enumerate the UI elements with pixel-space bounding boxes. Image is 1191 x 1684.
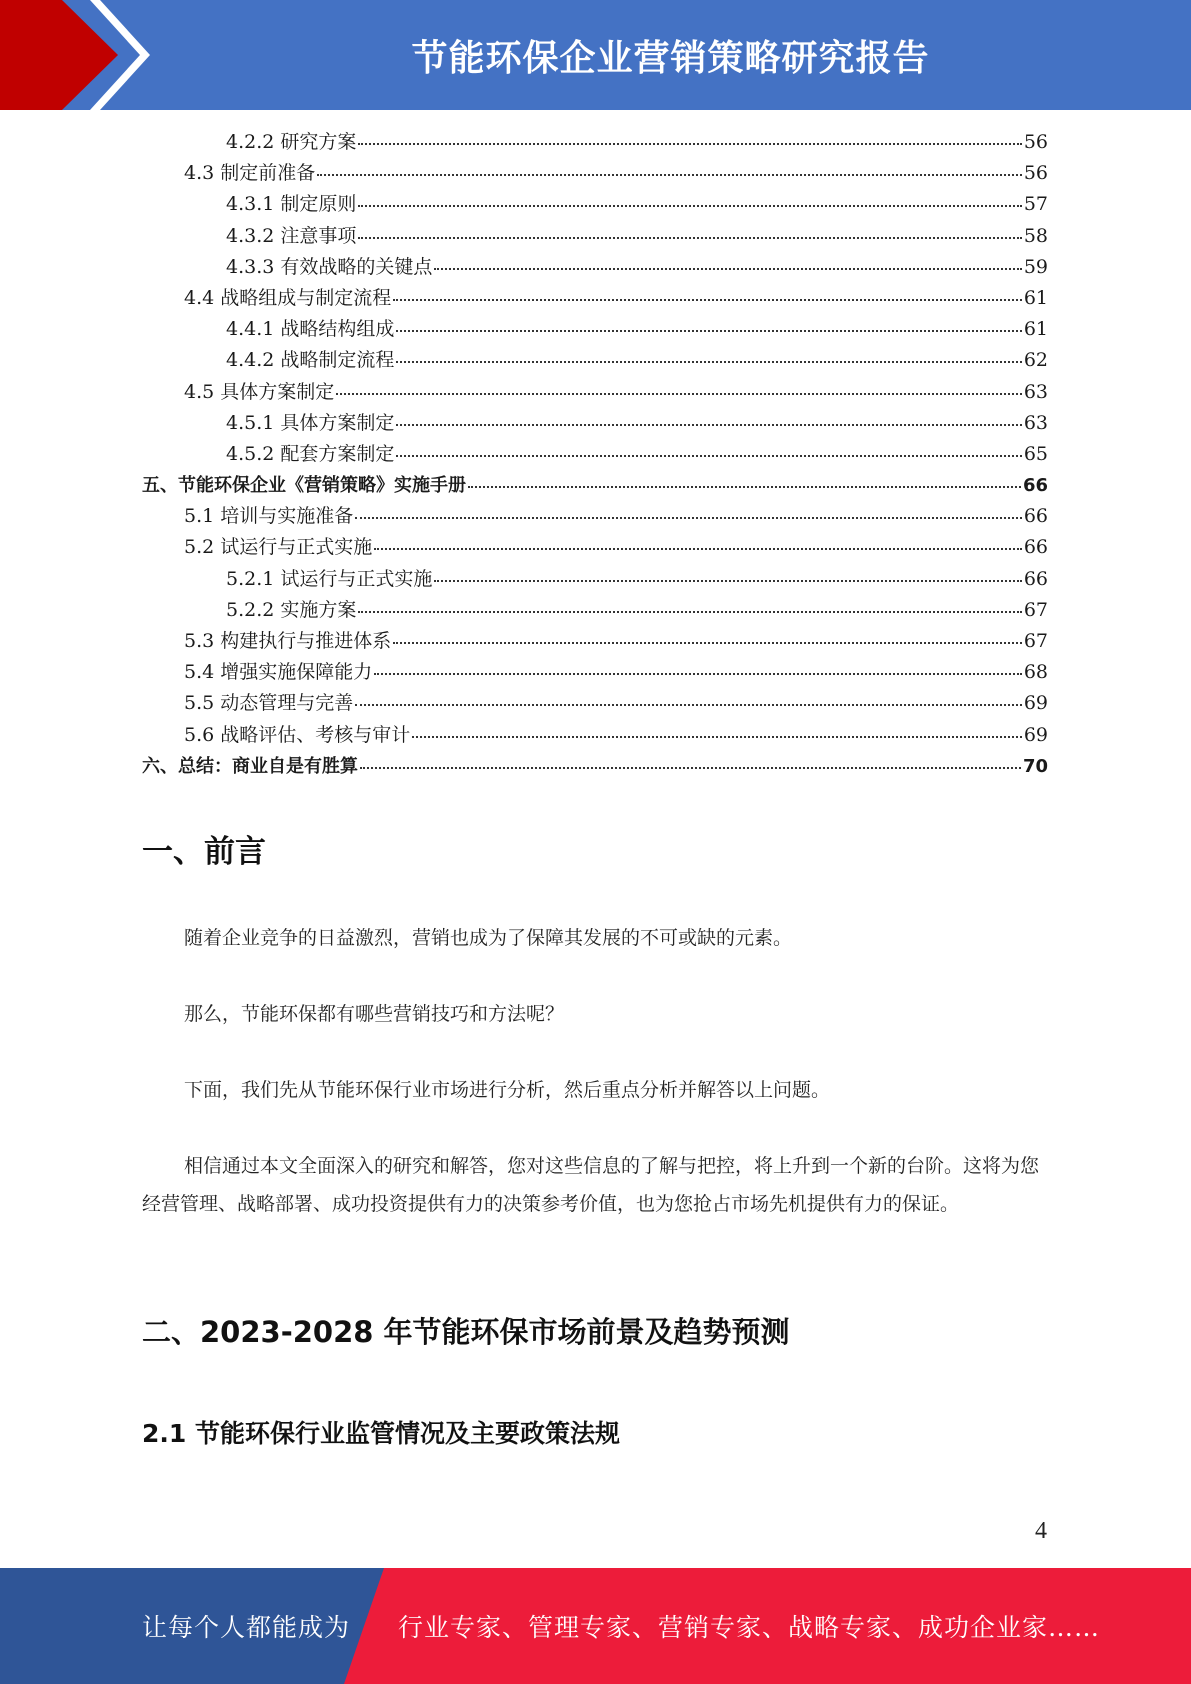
- toc-leader-dots: [374, 673, 1022, 675]
- toc-entry[interactable]: [142, 595, 1048, 626]
- toc-entry-title: 4.2.2 研究方案: [226, 131, 357, 153]
- toc-entry-page: 61: [1023, 286, 1048, 309]
- toc-leader-dots: [360, 767, 1021, 769]
- toc-leader-dots: [317, 174, 1022, 176]
- toc-entry[interactable]: [142, 688, 1048, 719]
- toc-leader-dots: [396, 361, 1021, 363]
- toc-entry-page: 63: [1023, 411, 1048, 434]
- toc-entry-page: 68: [1023, 661, 1048, 684]
- toc-entry-title: 4.5 具体方案制定: [184, 380, 335, 403]
- subsection-heading-regulation: 2.1 节能环保行业监管情况及主要政策法规: [142, 1419, 620, 1448]
- toc-entry-page: 65: [1023, 442, 1048, 465]
- page-footer: [0, 1568, 1191, 1684]
- toc-leader-dots: [393, 299, 1022, 301]
- toc-entry-page: 57: [1023, 193, 1048, 216]
- toc-entry-title: 5.3 构建执行与推进体系: [184, 630, 392, 652]
- toc-entry-page: 67: [1023, 598, 1048, 621]
- toc-entry[interactable]: [142, 408, 1048, 439]
- toc-entry-title: 5.4 增强实施保障能力: [184, 661, 373, 684]
- toc-entry[interactable]: [142, 626, 1048, 657]
- toc-entry-title: 5.2.2 实施方案: [226, 598, 357, 621]
- table-of-contents: [142, 127, 1048, 782]
- toc-entry-page: 56: [1023, 131, 1048, 153]
- toc-entry-title: 5.6 战略评估、考核与审计: [184, 723, 411, 746]
- toc-entry-title: 5.2.1 试运行与正式实施: [226, 567, 433, 590]
- toc-entry[interactable]: [142, 158, 1048, 189]
- page-header: [0, 0, 1191, 110]
- toc-leader-dots: [358, 143, 1021, 145]
- toc-entry[interactable]: [142, 252, 1048, 283]
- toc-entry-title: 4.3.1 制定原则: [226, 193, 357, 216]
- toc-entry[interactable]: [142, 501, 1048, 532]
- paragraph: 下面，我们先从节能环保行业市场进行分析，然后重点分析并解答以上问题。: [184, 1079, 831, 1101]
- toc-entry-page: 67: [1023, 630, 1048, 652]
- header-red-arrow: [0, 0, 150, 110]
- toc-entry-title: 5.5 动态管理与完善: [184, 692, 354, 715]
- toc-entry[interactable]: [142, 283, 1048, 314]
- toc-entry-title: 4.4.2 战略制定流程: [226, 349, 395, 372]
- footer-slogan-left: 让每个人都能成为: [142, 1613, 351, 1642]
- paragraph: 相信通过本文全面深入的研究和解答，您对这些信息的了解与把控，将上升到一个新的台阶。这将为您经营管理、战略部署、成功投资提供有力的决策参考价值，也为您抢占市场先机提供有力的保证。: [142, 1155, 1040, 1215]
- footer-slogan-right: 行业专家、管理专家、营销专家、战略专家、成功企业家……: [398, 1613, 1101, 1642]
- toc-leader-dots: [396, 424, 1021, 426]
- toc-entry-page: 56: [1023, 162, 1048, 185]
- toc-entry[interactable]: [142, 564, 1048, 595]
- toc-entry-title: 5.1 培训与实施准备: [184, 505, 354, 528]
- toc-entry-page: 61: [1023, 318, 1048, 341]
- toc-entry-page: 66: [1023, 536, 1048, 559]
- page-number: 4: [1035, 1518, 1047, 1544]
- toc-leader-dots: [374, 548, 1022, 550]
- toc-leader-dots: [434, 580, 1021, 582]
- toc-entry[interactable]: [142, 345, 1048, 376]
- paragraph: 那么，节能环保都有哪些营销技巧和方法呢？: [184, 1003, 565, 1025]
- toc-entry-page: 63: [1023, 380, 1048, 403]
- toc-entry-page: 59: [1023, 255, 1048, 278]
- toc-entry[interactable]: [142, 751, 1048, 782]
- toc-entry-page: 62: [1023, 349, 1048, 372]
- toc-entry[interactable]: [142, 470, 1048, 501]
- toc-entry[interactable]: [142, 720, 1048, 751]
- section-heading-preface: 一、前言: [142, 834, 266, 870]
- toc-entry-title: 5.2 试运行与正式实施: [184, 536, 373, 559]
- toc-leader-dots: [396, 330, 1021, 332]
- toc-entry-page: 70: [1022, 755, 1048, 777]
- toc-entry-page: 69: [1023, 692, 1048, 715]
- toc-entry[interactable]: [142, 657, 1048, 688]
- toc-entry-page: 66: [1023, 567, 1048, 590]
- toc-leader-dots: [468, 486, 1021, 488]
- toc-entry-title: 4.3.2 注意事项: [226, 224, 357, 247]
- toc-entry-title: 五、节能环保企业《营销策略》实施手册: [142, 475, 466, 497]
- section-heading-market: 二、2023-2028 年节能环保市场前景及趋势预测: [142, 1315, 790, 1349]
- toc-entry[interactable]: [142, 221, 1048, 252]
- paragraph: 随着企业竞争的日益激烈，营销也成为了保障其发展的不可或缺的元素。: [184, 927, 793, 949]
- toc-entry[interactable]: [142, 314, 1048, 345]
- toc-leader-dots: [393, 642, 1022, 644]
- toc-leader-dots: [355, 704, 1022, 706]
- toc-entry-page: 66: [1022, 475, 1048, 497]
- toc-leader-dots: [355, 517, 1022, 519]
- toc-entry-page: 58: [1023, 224, 1048, 247]
- toc-entry-page: 69: [1023, 723, 1048, 746]
- toc-entry-title: 4.4 战略组成与制定流程: [184, 286, 392, 309]
- report-title: 节能环保企业营销策略研究报告: [411, 37, 930, 79]
- toc-entry-title: 六、总结：商业自是有胜算: [142, 755, 358, 777]
- toc-entry[interactable]: [142, 377, 1048, 408]
- toc-leader-dots: [434, 268, 1021, 270]
- toc-entry-title: 4.5.1 具体方案制定: [226, 411, 395, 434]
- toc-leader-dots: [336, 393, 1022, 395]
- toc-entry[interactable]: [142, 127, 1048, 158]
- toc-entry-page: 66: [1023, 505, 1048, 528]
- toc-leader-dots: [396, 455, 1021, 457]
- toc-entry-title: 4.4.1 战略结构组成: [226, 318, 395, 341]
- toc-leader-dots: [412, 736, 1022, 738]
- toc-entry[interactable]: [142, 532, 1048, 563]
- toc-leader-dots: [358, 611, 1021, 613]
- toc-leader-dots: [358, 205, 1021, 207]
- toc-entry[interactable]: [142, 189, 1048, 220]
- toc-leader-dots: [358, 237, 1021, 239]
- toc-entry-title: 4.5.2 配套方案制定: [226, 442, 395, 465]
- toc-entry-title: 4.3 制定前准备: [184, 162, 316, 185]
- toc-entry-title: 4.3.3 有效战略的关键点: [226, 255, 433, 278]
- toc-entry[interactable]: [142, 439, 1048, 470]
